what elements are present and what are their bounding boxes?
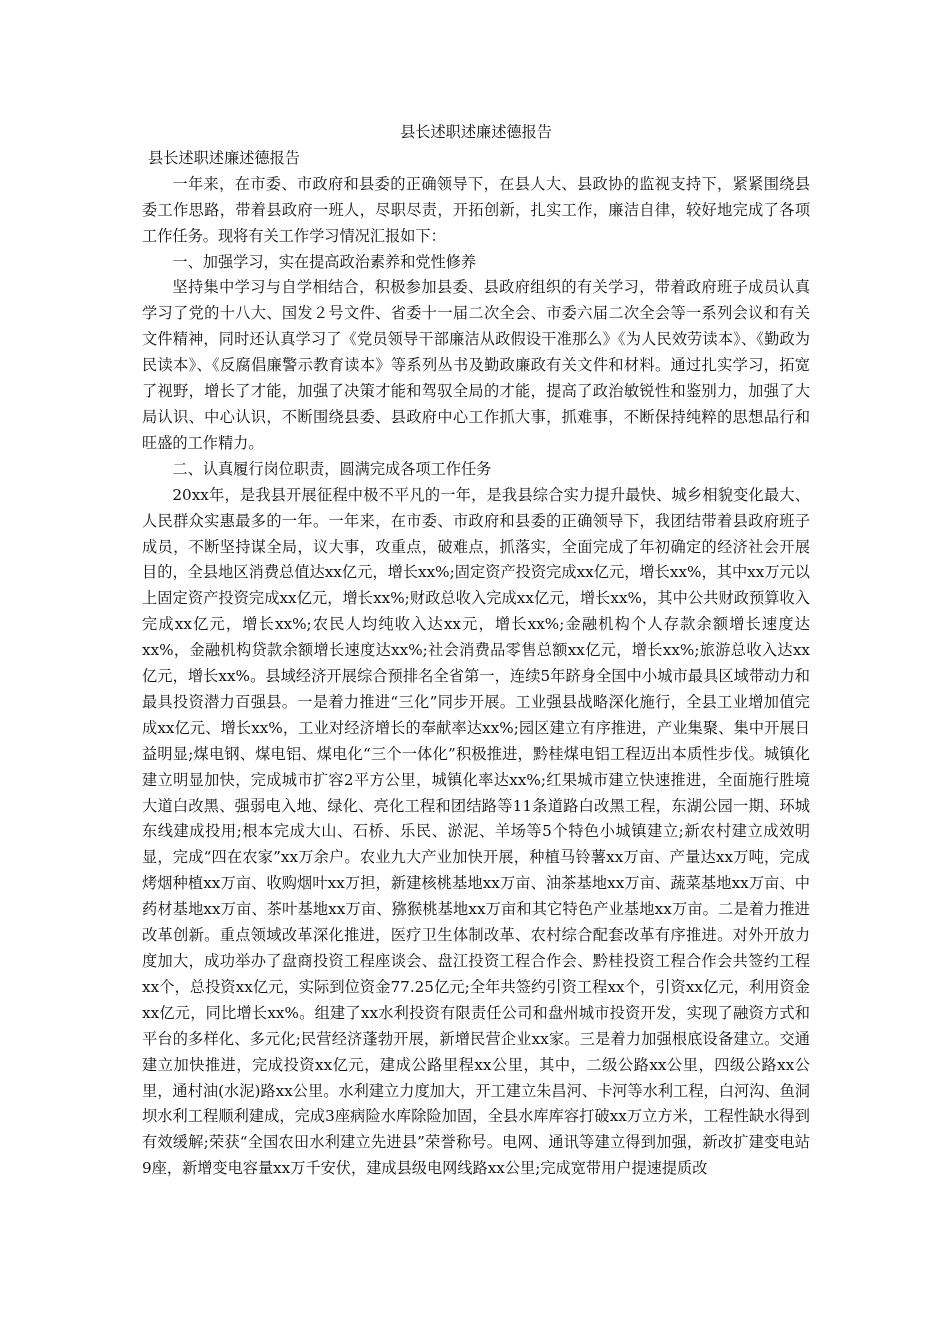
section-heading-2: 二、认真履行岗位职责，圆满完成各项工作任务 — [172, 459, 492, 478]
paragraph-intro: 一年来，在市委、市政府和县委的正确领导下，在县人大、县政协的监视支持下，紧紧围绕县委工作思路，带着县政府一班人，尽职尽责，开拓创新，扎实工作，廉洁自律，较好地完成了各项工作任务。现将有关工作学习情况汇报如下： — [142, 174, 810, 245]
section-heading-1: 一、加强学习，实在提高政治素养和党性修养 — [172, 252, 477, 271]
paragraph-work-summary: 20xx年，是我县开展征程中极不平凡的一年，是我县综合实力提升最快、城乡相貌变化最大、人民群众实惠最多的一年。一年来，在市委、市政府和县委的正确领导下，我团结带着县政府班子成员，不断坚持谋全局，议大事，攻重点，破难点，抓落实，全面完成了年初确定的经济社会开展目的，全县地区消费总值达xx亿元，增长xx%;固定资产投资完成xx亿元，增长xx%，其中xx万元以上固定资产投资完成xx亿元，增长xx%;财政总收入完成xx亿元，增长xx%，其中公共财政预算收入完成xx亿元，增长xx%;农民人均纯收入达xx元，增长xx%;金融机构个人存款余额增长速度达xx%，金融机构贷款余额增长速度达xx%;社会消费品零售总额xx亿元，增长xx%;旅游总收入达xx亿元，增长xx%。县域经济开展综合预排名全省第一，连续5年跻身全国中小城市最具区域带动力和最具投资潜力百强县。一是着力推进“三化”同步开展。工业强县战略深化施行，全县工业增加值完成xx亿元、增长xx%，工业对经济增长的奉献率达xx%;园区建立有序推进，产业集聚、集中开展日益明显;煤电钢、煤电铝、煤电化“三个一体化”积极推进，黔桂煤电铝工程迈出本质性步伐。城镇化建立明显加快，完成城市扩容2平方公里，城镇化率达xx%;红果城市建立快速推进，全面施行胜境大道白改黑、强弱电入地、绿化、亮化工程和团结路等11条道路白改黑工程，东湖公园一期、环城东线建成投用;根本完成大山、石桥、乐民、淤泥、羊场等5个特色小城镇建立;新农村建立成效明显，完成“四在农家”xx万余户。农业九大产业加快开展，种植马铃薯xx万亩、产量达xx万吨，完成烤烟种植xx万亩、收购烟叶xx万担，新建核桃基地xx万亩、油茶基地xx万亩、蔬菜基地xx万亩、中药材基地xx万亩、茶叶基地xx万亩、猕猴桃基地xx万亩和其它特色产业基地xx万亩。二是着力推进改革创新。重点领域改革深化推进，医疗卫生体制改革、农村综合配套改革有序推进。对外开放力度加大，成功举办了盘商投资工程座谈会、盘江投资工程合作会、黔桂投资工程合作会共签约工程xx个，总投资xx亿元，实际到位资金77.25亿元;全年共签约引资工程xx个，引资xx亿元，利用资金xx亿元，同比增长xx%。组建了xx水利投资有限责任公司和盘州城市投资开发，实现了融资方式和平台的多样化、多元化;民营经济蓬勃开展，新增民营企业xx家。三是着力加强根底设备建立。交通建立加快推进，完成投资xx亿元，建成公路里程xx公里，其中，二级公路xx公里，四级公路xx公里，通村油(水泥)路xx公里。水利建立力度加大，开工建立朱昌河、卡河等水利工程，白河沟、鱼洞坝水利工程顺利建成，完成3座病险水库除险加固，全县水库库容打破xx万立方米，工程性缺水得到有效缓解;荣获“全国农田水利建立先进县”荣誉称号。电网、通讯等建立得到加强，新改扩建变电站9座，新增变电容量xx万千安伏，建成县级电网线路xx公里;完成宽带用户提速提质改 — [142, 485, 810, 1178]
paragraph-study: 坚持集中学习与自学相结合，积极参加县委、县政府组织的有关学习，带着政府班子成员认真学习了党的十八大、国发２号文件、省委十一届二次全会、市委六届二次全会等一系列会议和有关文件精神，同时还认真学习了《党员领导干部廉洁从政假设干准那么》《为人民效劳读本》、《勤政为民读本》、《反腐倡廉警示教育读本》等系列丛书及勤政廉政有关文件和材料。通过扎实学习，拓宽了视野，增长了才能，加强了决策才能和驾驭全局的才能，提高了政治敏锐性和鉴别力，加强了大局认识、中心认识，不断围绕县委、县政府中心工作抓大事，抓难事，不断保持纯粹的思想品行和旺盛的工作精力。 — [142, 278, 810, 452]
document-subtitle: 县长述职述廉述德报告 — [148, 148, 300, 167]
document-body — [142, 120, 810, 1182]
document-title: 县长述职述廉述德报告 — [400, 123, 552, 141]
